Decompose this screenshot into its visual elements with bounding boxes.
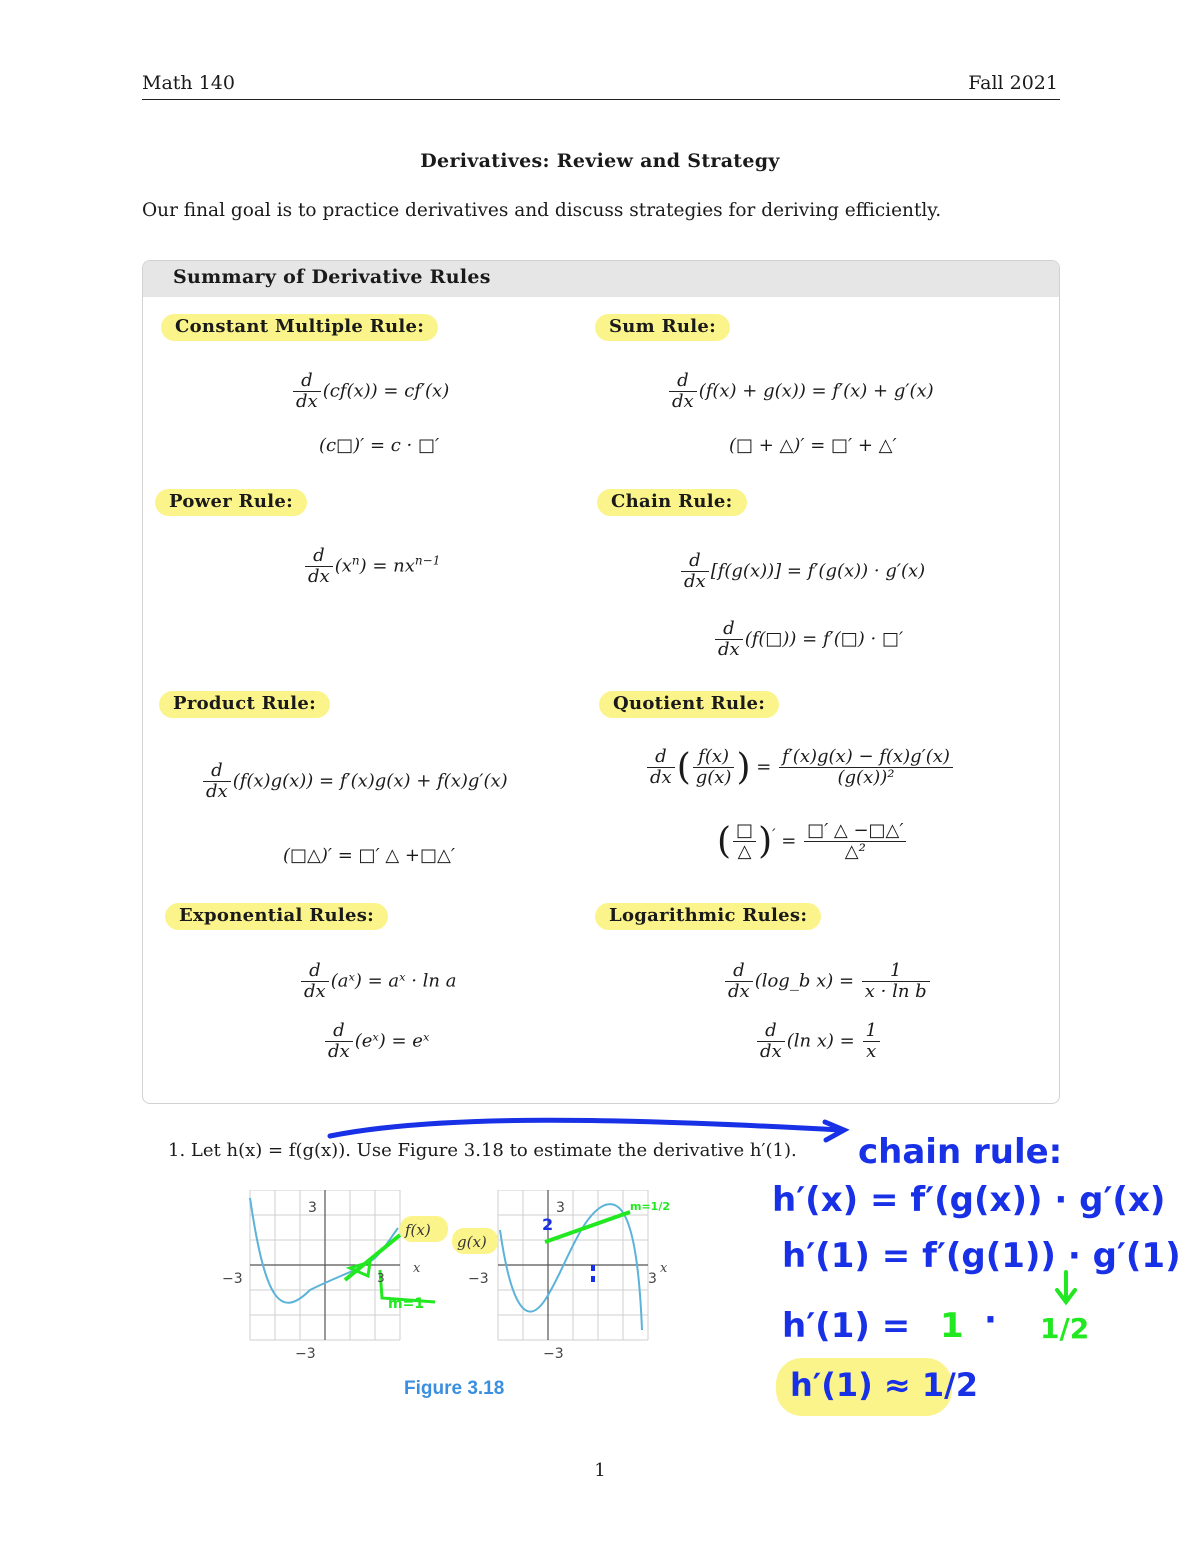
sum-rule-shorthand: (□ + △)′ = □′ + △′: [729, 435, 897, 456]
hw-line-3: h′(1) = f′(g(1)) · g′(1): [782, 1236, 1181, 1276]
svg-text:−3: −3: [222, 1271, 243, 1287]
slope-note-right: m=1/2: [630, 1200, 671, 1213]
quotient-rule-formula: $\frac{d}{dx}$ ( $\frac{f(x)}{g(x)}$ ) = $\frac{f'(x)g(x) - f(x)g'(x)}{\text{(g(x))²}}$: [645, 747, 955, 788]
quotient-rule-label: Quotient Rule:: [599, 691, 779, 718]
power-rule-formula: $\frac{d}{dx}$ $(x^n) = nx^{n-1}$: [303, 546, 440, 587]
svg-text:x: x: [413, 1261, 421, 1276]
page-title: Derivatives: Review and Strategy: [420, 150, 780, 172]
logarithmic-rule-2: $\frac{d}{dx}$ (ln x) = $\frac{1}{x}$: [755, 1021, 882, 1062]
exponential-rules-label: Exponential Rules:: [165, 903, 388, 930]
product-rule-label: Product Rule:: [159, 691, 330, 718]
term-label: Fall 2021: [968, 72, 1058, 94]
constant-multiple-formula: $\frac{d}{dx}$ (cf(x)) = cf′(x): [291, 371, 449, 412]
logarithmic-rule-1: $\frac{d}{dx}$ (log_b x) = $\frac{1}{\text{x · ln b}}$: [723, 961, 932, 1002]
product-rule-shorthand: (□△)′ = □′ △ +□△′: [283, 845, 455, 866]
svg-text:−3: −3: [295, 1346, 316, 1362]
constant-multiple-shorthand: (c□)′ = c · □′: [319, 435, 440, 456]
exponential-rule-1: $\frac{d}{dx}$ (aˣ) = aˣ · ln a: [299, 961, 456, 1002]
hw-value-1: 1: [940, 1306, 964, 1346]
sum-rule-label: Sum Rule:: [595, 314, 730, 341]
arrow-annotation: [320, 1108, 860, 1148]
hw-times: ·: [984, 1300, 997, 1340]
chain-rule-formula: $\frac{d}{dx}$ [f(g(x))] = f′(g(x)) · g′(x): [679, 551, 925, 592]
hw-chain-rule: chain rule:: [858, 1132, 1063, 1172]
f-label: f(x): [405, 1221, 431, 1239]
chain-rule-label: Chain Rule:: [597, 489, 747, 516]
power-rule-label: Power Rule:: [155, 489, 307, 516]
problem-1: 1. Let h(x) = f(g(x)). Use Figure 3.18 to estimate the derivative h′(1).: [168, 1140, 797, 1161]
svg-text:3: 3: [308, 1200, 317, 1216]
course-label: Math 140: [142, 72, 235, 94]
summary-title: Summary of Derivative Rules: [173, 266, 491, 288]
hw-answer: h′(1) ≈ 1/2: [790, 1366, 979, 1404]
hw-line-2: h′(x) = f′(g(x)) · g′(x): [772, 1180, 1166, 1220]
f-curve: [250, 1198, 398, 1303]
svg-text:3: 3: [648, 1271, 657, 1287]
svg-text:3: 3: [556, 1200, 565, 1216]
product-rule-formula: $\frac{d}{dx}$ (f(x)g(x)) = f′(x)g(x) + f(x)g′(x): [201, 761, 508, 802]
slope-note-left: m=1: [388, 1296, 425, 1312]
down-arrow-annotation: [1052, 1270, 1080, 1310]
sum-rule-formula: $\frac{d}{dx}$ (f(x) + g(x)) = f′(x) + g′(x): [667, 371, 934, 412]
exponential-rule-2: $\frac{d}{dx}$ (eˣ) = eˣ: [323, 1021, 429, 1062]
chain-rule-shorthand: $\frac{d}{dx}$ (f(□)) = f′(□) · □′: [713, 619, 903, 660]
svg-text:−3: −3: [543, 1346, 564, 1362]
hw-line-4: h′(1) =: [782, 1306, 911, 1346]
figure-caption: Figure 3.18: [404, 1378, 505, 1399]
hw-value-half: 1/2: [1040, 1312, 1090, 1345]
header-rule: [142, 99, 1060, 100]
constant-multiple-label: Constant Multiple Rule:: [161, 314, 438, 341]
page-number: 1: [594, 1460, 606, 1481]
figure-3-18: [220, 1190, 690, 1370]
intro-text: Our final goal is to practice derivatives and discuss strategies for deriving efficiently.: [142, 200, 942, 221]
logarithmic-rules-label: Logarithmic Rules:: [595, 903, 821, 930]
svg-text:3: 3: [377, 1271, 385, 1285]
svg-text:x: x: [660, 1261, 668, 1276]
quotient-rule-shorthand: ( $\frac{□}{\triangle}$ )′ = $\frac{□' \triangle -□\triangle'}{\text{△²}}$: [717, 821, 908, 862]
svg-text:−3: −3: [468, 1271, 489, 1287]
summary-box: [142, 260, 1060, 1104]
g-label: g(x): [457, 1233, 487, 1251]
g-curve: [500, 1204, 642, 1330]
point-label-right: 2: [542, 1215, 554, 1234]
